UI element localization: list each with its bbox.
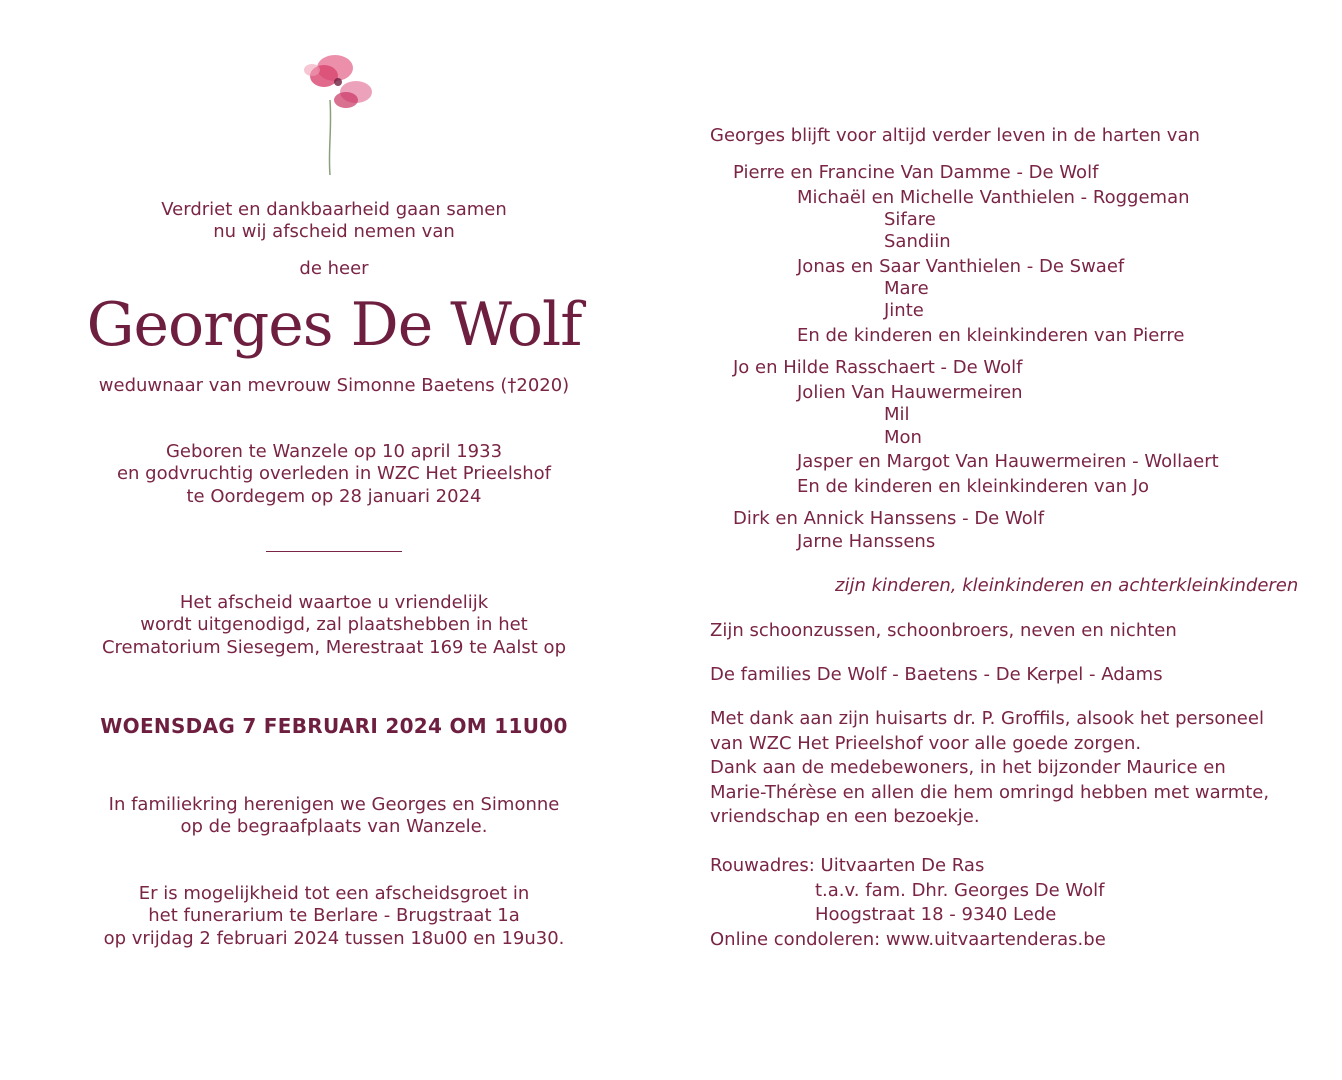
farewell-line-2: wordt uitgenodigd, zal plaatshebben in het [140,614,528,635]
born-line-3: te Oordegem op 28 januari 2024 [186,486,482,507]
right-heading: Georges blijft voor altijd verder leven in de harten van [710,125,1200,146]
spouse-line: weduwnaar van mevrouw Simonne Baetens (†2020) [98,375,570,396]
relative-line: Jasper en Margot Van Hauwermeiren - Wollaert [797,451,1219,472]
relative-line: Jinte [884,300,924,321]
address-line-1: t.a.v. fam. Dhr. Georges De Wolf [815,880,1105,901]
relative-line: Michaël en Michelle Vanthielen - Roggeman [797,187,1190,208]
visit-line-2: het funerarium te Berlare - Brugstraat 1a [148,905,520,926]
relative-line: Pierre en Francine Van Damme - De Wolf [733,162,1099,183]
relative-line: En de kinderen en kleinkinderen van Jo [797,476,1150,497]
relative-line: Jarne Hanssens [797,531,936,552]
relative-line: Jonas en Saar Vanthielen - De Swaef [797,256,1125,277]
relative-line: Sandiin [884,231,951,252]
left-column [0,0,668,1080]
relative-line: Jolien Van Hauwermeiren [797,382,1023,403]
relative-line: Mare [884,278,929,299]
family-line-1: In familiekring herenigen we Georges en Simonne [108,794,560,815]
deceased-name: Georges De Wolf [86,290,582,360]
family-line-2: op de begraafplaats van Wanzele. [180,816,488,837]
thanks-line: Dank aan de medebewoners, in het bijzonder Maurice en [710,757,1226,778]
relative-line: Sifare [884,209,936,230]
thanks-line: van WZC Het Prieelshof voor alle goede zorgen. [710,733,1142,754]
farewell-line-3: Crematorium Siesegem, Merestraat 169 te Aalst op [101,637,566,658]
relative-line: Dirk en Annick Hanssens - De Wolf [733,508,1045,529]
intro-line-1: Verdriet en dankbaarheid gaan samen [161,199,507,220]
visit-line-1: Er is mogelijkheid tot een afscheidsgroet in [138,883,530,904]
born-line-1: Geboren te Wanzele op 10 april 1933 [165,441,503,462]
address-label: Rouwadres: Uitvaarten De Ras [710,855,985,876]
visit-line-3: op vrijdag 2 februari 2024 tussen 18u00 en 19u30. [103,928,565,949]
ceremony-date: WOENSDAG 7 FEBRUARI 2024 OM 11U00 [100,714,568,738]
intro-line-2: nu wij afscheid nemen van [213,221,455,242]
relative-line: Mil [884,404,910,425]
relative-line: Mon [884,427,922,448]
relative-line: En de kinderen en kleinkinderen van Pierre [797,325,1185,346]
address-line-2: Hoogstraat 18 - 9340 Lede [815,904,1057,925]
thanks-line: Marie-Thérèse en allen die hem omringd hebben met warmte, [710,782,1270,803]
descendants-line: zijn kinderen, kleinkinderen en achterkleinkinderen [835,575,1299,596]
relative-line: Jo en Hilde Rasschaert - De Wolf [733,357,1023,378]
online-condolence-link[interactable]: Online condoleren: www.uitvaartenderas.be [710,929,1106,950]
honorific: de heer [299,258,369,279]
farewell-line-1: Het afscheid waartoe u vriendelijk [179,592,489,613]
thanks-line: Met dank aan zijn huisarts dr. P. Groffils, alsook het personeel [710,708,1264,729]
divider [266,551,402,552]
inlaws-line: Zijn schoonzussen, schoonbroers, neven en nichten [710,620,1177,641]
poppy-flower-icon [290,40,390,180]
families-line: De families De Wolf - Baetens - De Kerpel - Adams [710,664,1163,685]
thanks-line: vriendschap en een bezoekje. [710,806,980,827]
born-line-2: en godvruchtig overleden in WZC Het Prieelshof [116,463,552,484]
